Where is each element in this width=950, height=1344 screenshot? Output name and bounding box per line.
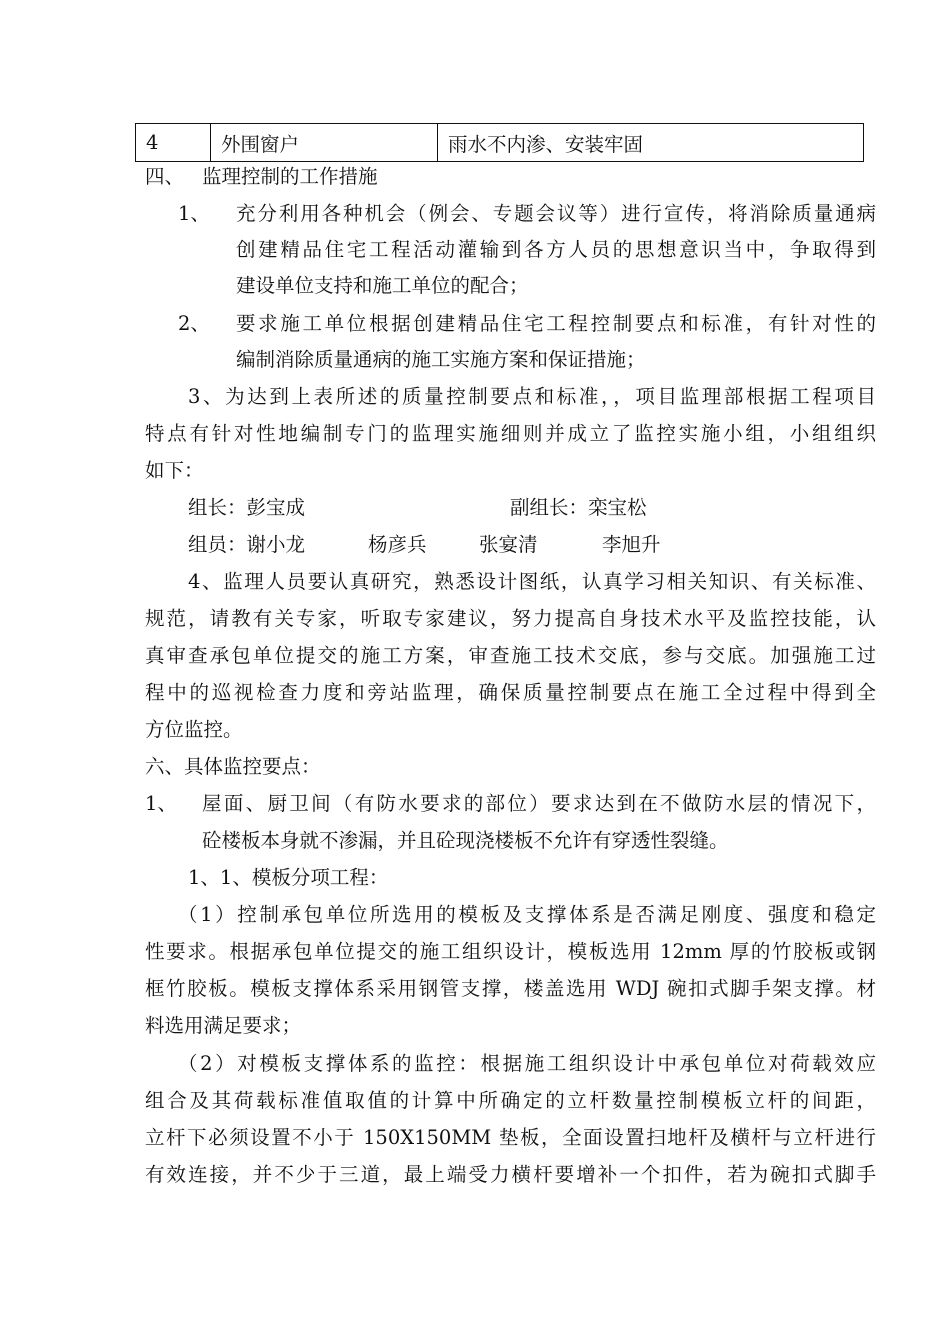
row-number: 4 (136, 124, 211, 162)
p2-line-2: 组合及其荷载标准值取值的计算中所确定的立杆数量控制模板立杆的间距， (145, 1089, 876, 1112)
p1-line-4: 料选用满足要求； (145, 1014, 302, 1037)
section4-title: 监理控制的工作措施 (202, 165, 378, 188)
section6-title: 六、具体监控要点： (145, 755, 321, 778)
subsection-title: 1、1、模板分项工程： (188, 866, 389, 889)
item1-line-1: 充分利用各种机会（例会、专题会议等）进行宣传，将消除质量通病 (236, 202, 876, 225)
group-members-label: 组员：谢小龙 (188, 533, 306, 556)
group-member-3: 张宴清 (479, 533, 538, 556)
group-member-2: 杨彦兵 (368, 533, 427, 556)
item1-line-2: 创建精品住宅工程活动灌输到各方人员的思想意识当中，争取得到 (236, 238, 876, 261)
row-item: 外围窗户 (211, 124, 438, 162)
p1-line-2: 性要求。根据承包单位提交的施工组织设计，模板选用 12mm 厚的竹胶板或钢 (145, 940, 876, 963)
item4-line-3: 真审查承包单位提交的施工方案，审查施工技术交底，参与交底。加强施工过 (145, 644, 876, 667)
s6-item1-number: 1、 (145, 792, 177, 815)
s6-item1-line-2: 砼楼板本身就不渗漏，并且砼现浇楼板不允许有穿透性裂缝。 (202, 829, 729, 852)
item2-line-1: 要求施工单位根据创建精品住宅工程控制要点和标准，有针对性的 (236, 312, 876, 335)
section4-number: 四、 (145, 165, 185, 188)
item2-number: 2、 (178, 312, 210, 335)
standards-table (135, 123, 864, 162)
item1-number: 1、 (178, 202, 210, 225)
item3-line-2: 特点有针对性地编制专门的监理实施细则并成立了监控实施小组，小组组织 (145, 422, 876, 445)
group-member-4: 李旭升 (602, 533, 661, 556)
item2-line-2: 编制消除质量通病的施工实施方案和保证措施； (236, 348, 646, 371)
p1-line-3: 框竹胶板。模板支撑体系采用钢管支撑，楼盖选用 WDJ 碗扣式脚手架支撑。材 (145, 977, 876, 1000)
group-leader: 组长：彭宝成 (188, 496, 306, 519)
item1-line-3: 建设单位支持和施工单位的配合； (236, 274, 529, 297)
p2-line-3: 立杆下必须设置不小于 150X150MM 垫板，全面设置扫地杆及横杆与立杆进行 (145, 1126, 876, 1149)
item4-line-4: 程中的巡视检查力度和旁站监理，确保质量控制要点在施工全过程中得到全 (145, 681, 876, 704)
item4-line-5: 方位监控。 (145, 718, 243, 741)
p2-line-1: （2）对模板支撑体系的监控：根据施工组织设计中承包单位对荷载效应 (178, 1052, 876, 1075)
table-row (136, 124, 864, 162)
item3-line-3: 如下： (145, 459, 204, 482)
item3-line-1: 3、为达到上表所述的质量控制要点和标准，，项目监理部根据工程项目 (188, 385, 876, 408)
s6-item1-line-1: 屋面、厨卫间（有防水要求的部位）要求达到在不做防水层的情况下， (202, 792, 876, 815)
p1-line-1: （1）控制承包单位所选用的模板及支撑体系是否满足刚度、强度和稳定 (178, 903, 876, 926)
row-standard: 雨水不内渗、安装牢固 (438, 124, 864, 162)
p2-line-4: 有效连接，并不少于三道，最上端受力横杆要增补一个扣件，若为碗扣式脚手 (145, 1163, 876, 1186)
group-deputy: 副组长：栾宝松 (510, 496, 647, 519)
item4-line-1: 4、监理人员要认真研究，熟悉设计图纸，认真学习相关知识、有关标准、 (188, 570, 876, 593)
item4-line-2: 规范，请教有关专家，听取专家建议，努力提高自身技术水平及监控技能，认 (145, 607, 876, 630)
